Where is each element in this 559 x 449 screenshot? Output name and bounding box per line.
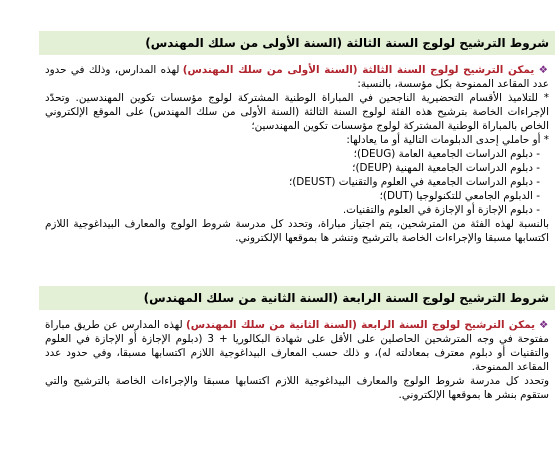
section1-intro <box>45 63 549 91</box>
section2-body <box>45 318 549 402</box>
section1-closing: بالنسبة لهذه الفئة من المترشحين، يتم اجتياز مباراة، وتحدد كل مدرسة شروط الولوج والمعارف البيداغوجية اللازم اكتسابها مسبقا والإجراءات الخاصة بالترشيح وتنشر ها بموقعها الإلكتروني. <box>45 218 549 244</box>
section1-star1: * للتلاميذ الأقسام التحضيرية الناجحين في المباراة الوطنية المشتركة لولوج مؤسسات تكوين المهندسين. وتحدّد الإجراءات الخاصة بترشيح هذه الفئة لولوج السنة الثالثة (السنة الأولى من سلك المهندس) على الموقع الإلكتروني الخاص بالمباراة الوطنية المشتركة لولوج مؤسسات تكوين المهندسين؛ <box>45 92 549 132</box>
section1-heading: شروط الترشيح لولوج السنة الثالثة (السنة الأولى من سلك المهندس) <box>39 31 555 55</box>
diamond-bullet-icon: ❖ <box>539 319 549 331</box>
section2-intro-highlight: يمكن الترشيح لولوج السنة الرابعة (السنة الثانية من سلك المهندس) <box>185 319 536 331</box>
diploma-item: - الدبلوم الجامعي للتكنولوجيا (DUT)؛ <box>379 190 540 202</box>
diploma-item: - دبلوم الدراسات الجامعية في العلوم والتقنيات (DEUST)؛ <box>288 176 540 188</box>
diploma-item: - دبلوم الإجازة أو الإجازة في العلوم والتقنيات. <box>342 204 540 216</box>
section1-intro-text: لهذه المدارس، وذلك في حدود عدد المقاعد الممنوحة بكل مؤسسة، بالنسبة: <box>45 64 549 90</box>
section1-star2: * أو حاملي إحدى الدبلومات التالية أو ما يعادلها: <box>346 134 549 146</box>
section2-heading: شروط الترشيح لولوج السنة الرابعة (السنة الثانية من سلك المهندس) <box>39 286 555 310</box>
diploma-item: - دبلوم الدراسات الجامعية المهنية (DEUP)؛ <box>352 162 540 174</box>
section2-closing: وتحدد كل مدرسة شروط الولوج والمعارف البيداغوجية اللازم اكتسابها مسبقا والإجراءات الخاصة بالترشيح والتي ستقوم بنشر ها بموقعها الإلكتروني. <box>45 375 549 401</box>
diploma-item: - دبلوم الدراسات الجامعية العامة (DEUG)؛ <box>353 148 540 160</box>
section2-intro-text: لهذه المدارس عن طريق مباراة مفتوحة في وجه المترشحين الحاصلين على الأقل على شهادة البكالوريا + 3 (دبلوم الإجازة أو الإجازة في العلوم والتقنيات أو دبلوم معترف بمعادلته له)، و ذلك حسب المعارف البيداغوجية اللازم اكتسابها مسبقا، وفي حدود عدد المقاعد الممنوحة. <box>45 319 549 373</box>
section2-intro <box>45 318 549 374</box>
section1-intro-highlight: يمكن الترشيح لولوج السنة الثالثة (السنة الأولى من سلك المهندس) <box>182 64 535 76</box>
diamond-bullet-icon: ❖ <box>538 64 549 76</box>
diploma-list <box>45 147 549 217</box>
section1-body <box>45 63 549 245</box>
